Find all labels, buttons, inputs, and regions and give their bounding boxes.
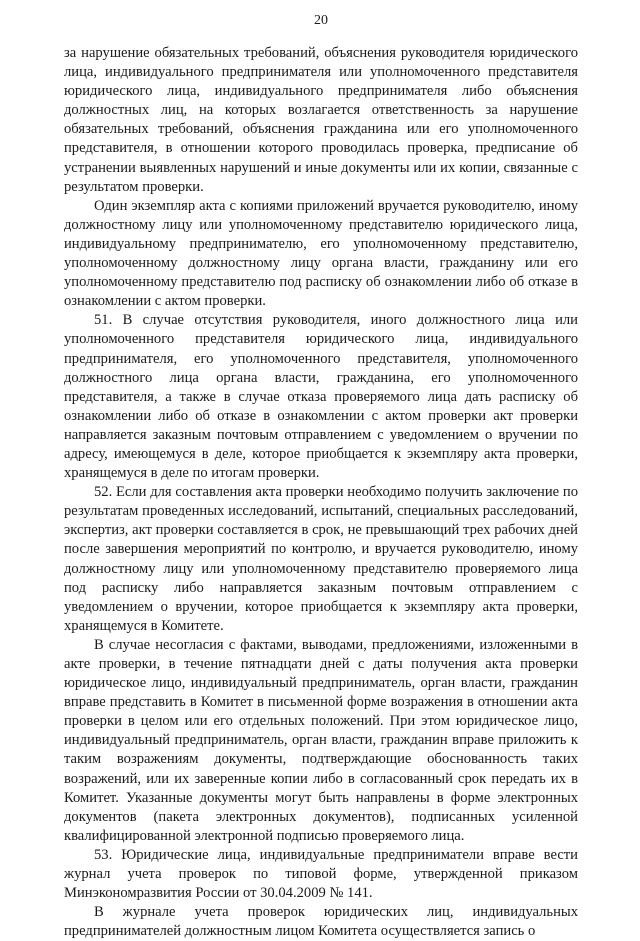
paragraph-clause-53: 53. Юридические лица, индивидуальные предприниматели вправе вести журнал учета проверок по типовой форме, утвержденной приказом Минэкономразвития России от 30.04.2009 № 141. (64, 846, 578, 902)
paragraph-clause-51: 51. В случае отсутствия руководителя, иного должностного лица или уполномоченного представителя юридического лица, индивидуального предпринимателя, его уполномоченного представителя, уполномоченного должностного лица органа власти, гражданина, его уполномоченного представителя, а также в случае отказа проверяемого лица дать расписку об ознакомлении либо об отказе в ознакомлении с актом проверки акт проверки направляется заказным почтовым отправлением с уведомлением о вручении по адресу, имеющемуся в деле, которое приобщается к экземпляру акта проверки, хранящемуся в деле по итогам проверки. (64, 312, 578, 482)
paragraph-objections: В случае несогласия с фактами, выводами, предложениями, изложенными в акте проверки, в течение пятнадцати дней с даты получения акта проверки юридическое лицо, индивидуальный предприниматель, орган власти, гражданин вправе представить в Комитет в письменной форме возражения в отношении акта проверки в целом или его отдельных положений. При этом юридическое лицо, индивидуальный предприниматель, орган власти, гражданин вправе приложить к таким возражениям документы, подтверждающие обоснованность таких возражений, или их заверенные копии либо в согласованный срок передать их в Комитет. Указанные документы могут быть направлены в форме электронных документов (пакета электронных документов), подписанных усиленной квалифицированной электронной подписью проверяемого лица. (64, 636, 578, 844)
paragraph-clause-52: 52. Если для составления акта проверки необходимо получить заключение по результатам проведенных исследований, испытаний, специальных расследований, экспертиз, акт проверки составляется в срок, не превышающий трех рабочих дней после завершения мероприятий по контролю, и вручается руководителю, иному должностному лицу или уполномоченному представителю проверяемого лица под расписку либо направляется заказным почтовым отправлением с уведомлением о вручении, которое приобщается к экземпляру акта проверки, хранящемуся в Комитете. (64, 484, 578, 634)
paragraph-journal-entry: В журнале учета проверок юридических лиц, индивидуальных предпринимателей должностным лицом Комитета осуществляется запись о (64, 904, 578, 940)
page-number: 20 (314, 13, 328, 28)
paragraph-act-delivery: Один экземпляр акта с копиями приложений вручается руководителю, иному должностному лицу или уполномоченному представителю юридического лица, индивидуальному предпринимателю, его уполномоченному представителю, уполномоченному должностному лицу органа власти, гражданину или его уполномоченному представителю под расписку об ознакомлении либо об отказе в ознакомлении с актом проверки. (64, 197, 578, 310)
document-body (64, 44, 578, 941)
paragraph-continuation: за нарушение обязательных требований, объяснения руководителя юридического лица, индивидуального предпринимателя или уполномоченного представителя юридического лица, индивидуального предпринимателя либо объяснения должностных лиц, на которых возлагается ответственность за нарушение обязательных требований, объяснения гражданина или его уполномоченного представителя, в отношении которого проводилась проверка, предписание об устранении выявленных нарушений и иные документы или их копии, связанные с результатом проверки. (64, 45, 578, 195)
